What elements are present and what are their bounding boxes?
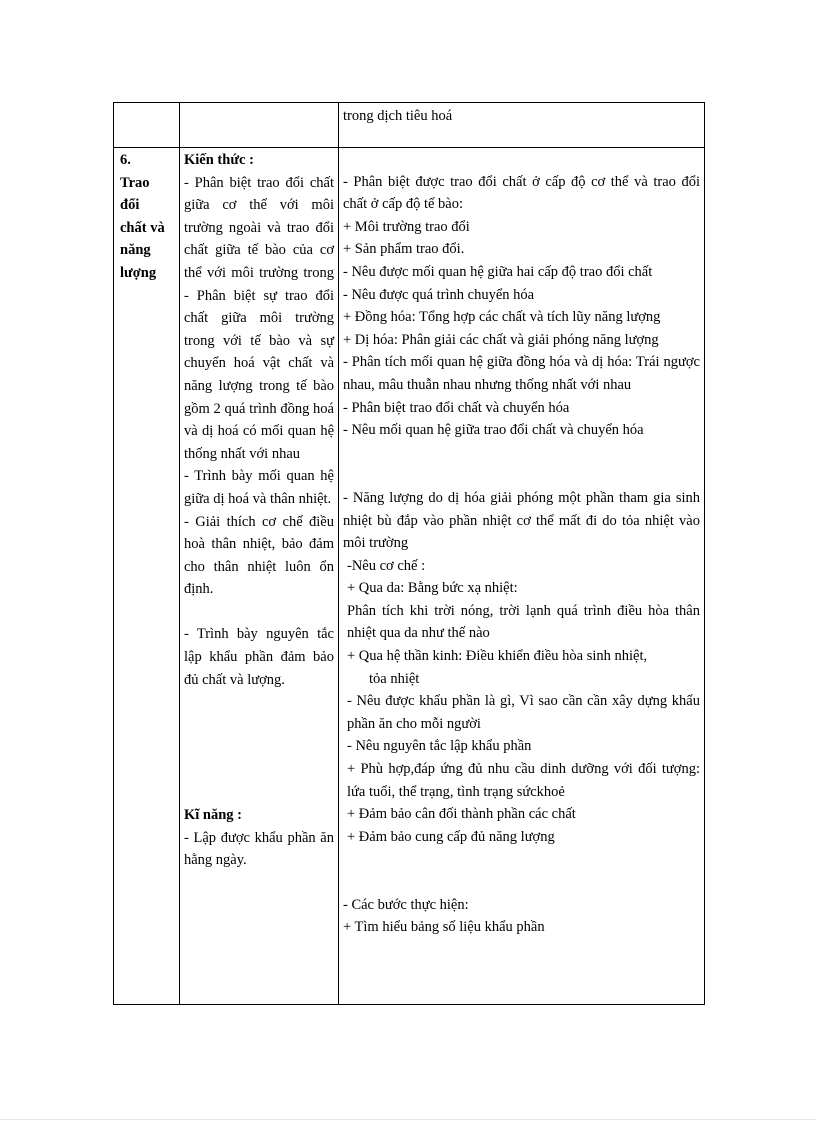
topic-cell — [114, 103, 180, 148]
page-bottom-edge — [0, 1119, 816, 1120]
spacer — [343, 442, 700, 465]
spacer — [343, 848, 700, 871]
knowledge-item: - Phân biệt trao đổi chất giữa cơ thể với môi trường ngoài và trao đổi chất giữa tế bào của cơ thể với môi trường trong - Phân biệt sự trao đổi chất giữa môi trường trong với tế bào và sự chuyển hoá vật chất và năng lượng trong tế bào gồm 2 quá trình đồng hoá và dị hoá có mối quan hệ thống nhất với nhau — [184, 174, 334, 462]
knowledge-item: - Trình bày nguyên tắc lập khẩu phần đảm bảo đủ chất và lượng. — [184, 626, 334, 688]
requirement-cell — [180, 148, 339, 1005]
guidance-line: - Nêu được mối quan hệ giữa hai cấp độ trao đổi chất — [343, 263, 653, 280]
skills-heading: Kĩ năng : — [184, 807, 243, 824]
guidance-line: tỏa nhiệt — [369, 670, 420, 687]
guidance-line: - Phân tích mối quan hệ giữa đồng hóa và dị hóa: Trái ngược nhau, mâu thuẫn nhau nhưng thống nhất với nhau — [343, 354, 700, 393]
guidance-line: + Tìm hiểu bảng số liệu khẩu phần — [343, 919, 545, 936]
topic-title-line: chất và — [120, 219, 165, 236]
guidance-cell — [339, 148, 705, 1005]
guidance-line: + Dị hóa: Phân giải các chất và giải phóng năng lượng — [343, 331, 659, 348]
requirement-cell — [180, 103, 339, 148]
syllabus-table — [113, 102, 705, 1005]
guidance-line: - Nêu mối quan hệ giữa trao đổi chất và chuyển hóa — [343, 422, 644, 439]
guidance-line: - Phân biệt được trao đổi chất ở cấp độ cơ thể và trao đổi chất ở cấp độ tế bào: — [343, 173, 700, 213]
topic-title-line: Trao — [120, 174, 150, 191]
guidance-line: -Nêu cơ chế : — [347, 557, 426, 574]
skills-item: - Lập được khẩu phần ăn hằng ngày. — [184, 829, 334, 869]
topic-title-line: năng — [120, 242, 151, 259]
spacer — [184, 759, 334, 782]
spacer — [343, 464, 700, 487]
spacer — [184, 714, 334, 737]
guidance-line: + Môi trường trao đổi — [343, 218, 470, 235]
knowledge-item: - Trình bày mối quan hệ giữa dị hoá và thân nhiệt. — [184, 468, 334, 507]
continuation-text: trong dịch tiêu hoá — [343, 108, 453, 124]
knowledge-heading: Kiến thức : — [184, 152, 254, 168]
guidance-line: Phân tích khi trời nóng, trời lạnh quá trình điều hòa thân nhiệt qua da như thế nào — [347, 602, 700, 642]
spacer — [343, 871, 700, 894]
guidance-line: + Đồng hóa: Tổng hợp các chất và tích lũy năng lượng — [343, 309, 661, 326]
guidance-line: - Các bước thực hiện: — [343, 896, 469, 913]
table-row — [114, 148, 705, 1005]
topic-cell — [114, 148, 180, 1005]
guidance-line: - Nêu được quá trình chuyển hóa — [343, 286, 535, 303]
topic-number: 6. — [120, 152, 131, 168]
guidance-line: - Phân biệt trao đổi chất và chuyển hóa — [343, 399, 570, 416]
guidance-line: + Qua da: Bằng bức xạ nhiệt: — [347, 580, 518, 597]
guidance-line: + Đảm bảo cung cấp đủ năng lượng — [347, 828, 555, 845]
topic-title-line: lượng — [120, 264, 157, 281]
spacer — [184, 736, 334, 759]
guidance-line: + Qua hệ thần kinh: Điều khiển điều hòa sinh nhiệt, — [347, 648, 648, 665]
guidance-line: + Đảm bảo cân đối thành phần các chất — [347, 806, 576, 823]
guidance-line: - Nêu được khẩu phần là gì, Vì sao cần cần xây dựng khẩu phần ăn cho mỗi người — [347, 693, 700, 732]
spacer — [343, 148, 700, 171]
spacer — [184, 782, 334, 805]
guidance-cell — [339, 103, 705, 148]
guidance-line: + Phù hợp,đáp ứng đủ nhu cầu dinh dưỡng với đối tượng: lứa tuổi, thể trạng, tình trạng sứckhoẻ — [347, 761, 700, 800]
guidance-line: - Năng lượng do dị hóa giải phóng một phần tham gia sinh nhiệt bù đắp vào phần nhiệt cơ thể mất đi do tỏa nhiệt vào môi trường — [343, 489, 700, 552]
knowledge-item: - Giải thích cơ chế điều hoà thân nhiệt, bảo đảm cho thân nhiệt luôn ổn định. — [184, 513, 334, 598]
guidance-line: + Sản phẩm trao đổi. — [343, 241, 465, 258]
spacer — [184, 601, 334, 624]
table-row — [114, 103, 705, 148]
topic-title-line: đổi — [120, 197, 140, 214]
guidance-line: - Nêu nguyên tắc lập khẩu phần — [347, 738, 532, 755]
spacer — [184, 691, 334, 714]
